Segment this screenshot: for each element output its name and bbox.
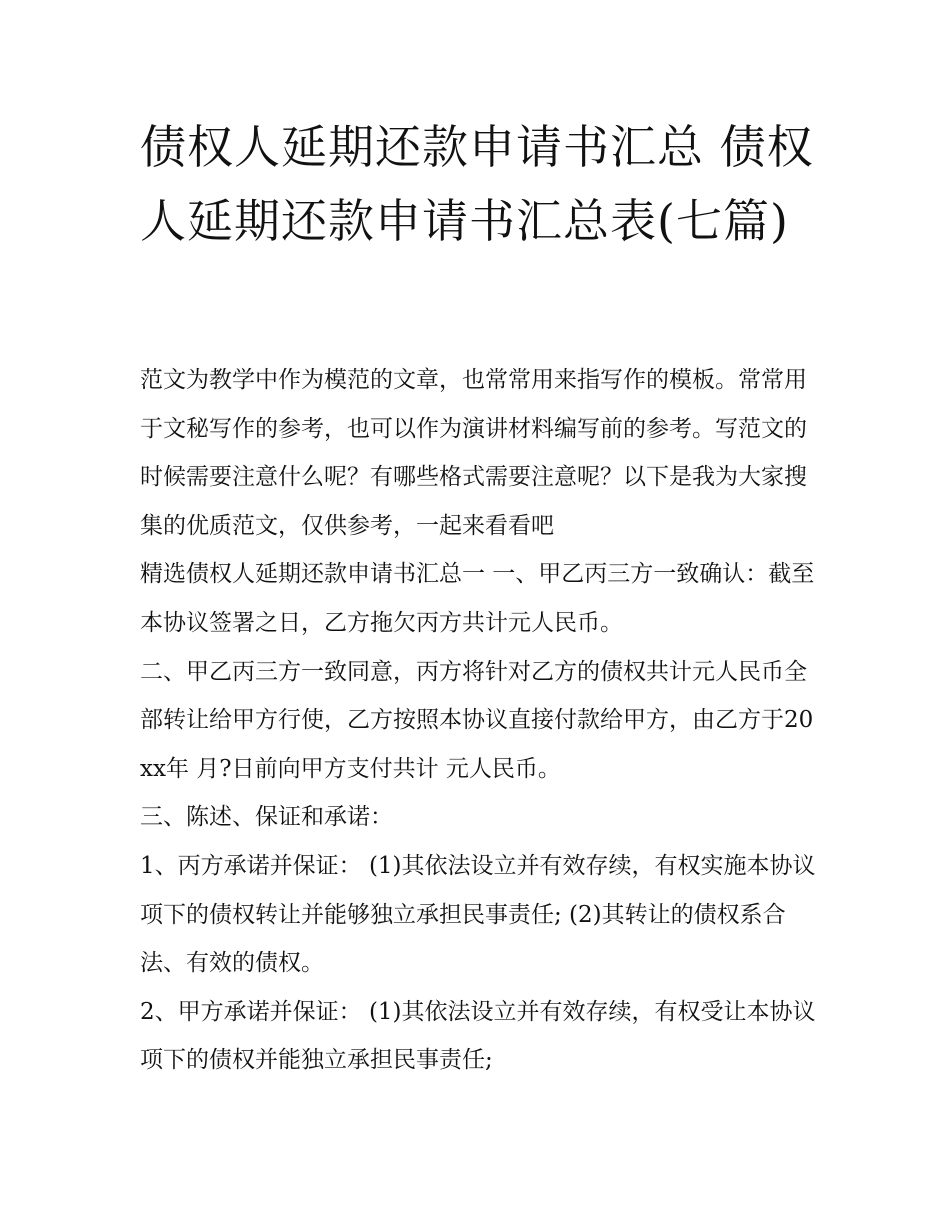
party-a-warranty-paragraph: 2、甲方承诺并保证： (1)其依法设立并有效存续，有权受让本协议项下的债权并能独立承担民事责任; <box>140 998 816 1074</box>
document-title: 债权人延期还款申请书汇总 债权人延期还款申请书汇总表(七篇) <box>140 120 814 248</box>
clause-two-paragraph: 二、甲乙丙三方一致同意，丙方将针对乙方的债权共计元人民币全部转让给甲方行使，乙方按照本协议直接付款给甲方，由乙方于20xx年 月?日前向甲方支付共计 元人民币。 <box>140 658 814 782</box>
clause-three-heading: 三、陈述、保证和承诺： <box>140 804 393 831</box>
intro-paragraph: 范文为教学中作为模范的文章，也常常用来指写作的模板。常常用于文秘写作的参考，也可以作为演讲材料编写前的参考。写范文的时候需要注意什么呢？有哪些格式需要注意呢？以下是我为大家搜集的优质范文，仅供参考，一起来看看吧 <box>140 367 807 539</box>
document-body <box>140 356 820 1085</box>
clause-one-paragraph: 精选债权人延期还款申请书汇总一 一、甲乙丙三方一致确认：截至本协议签署之日，乙方拖欠丙方共计元人民币。 <box>140 561 815 636</box>
party-c-warranty-paragraph: 1、丙方承诺并保证： (1)其依法设立并有效存续，有权实施本协议项下的债权转让并能够独立承担民事责任; (2)其转让的债权系合法、有效的债权。 <box>140 852 816 977</box>
